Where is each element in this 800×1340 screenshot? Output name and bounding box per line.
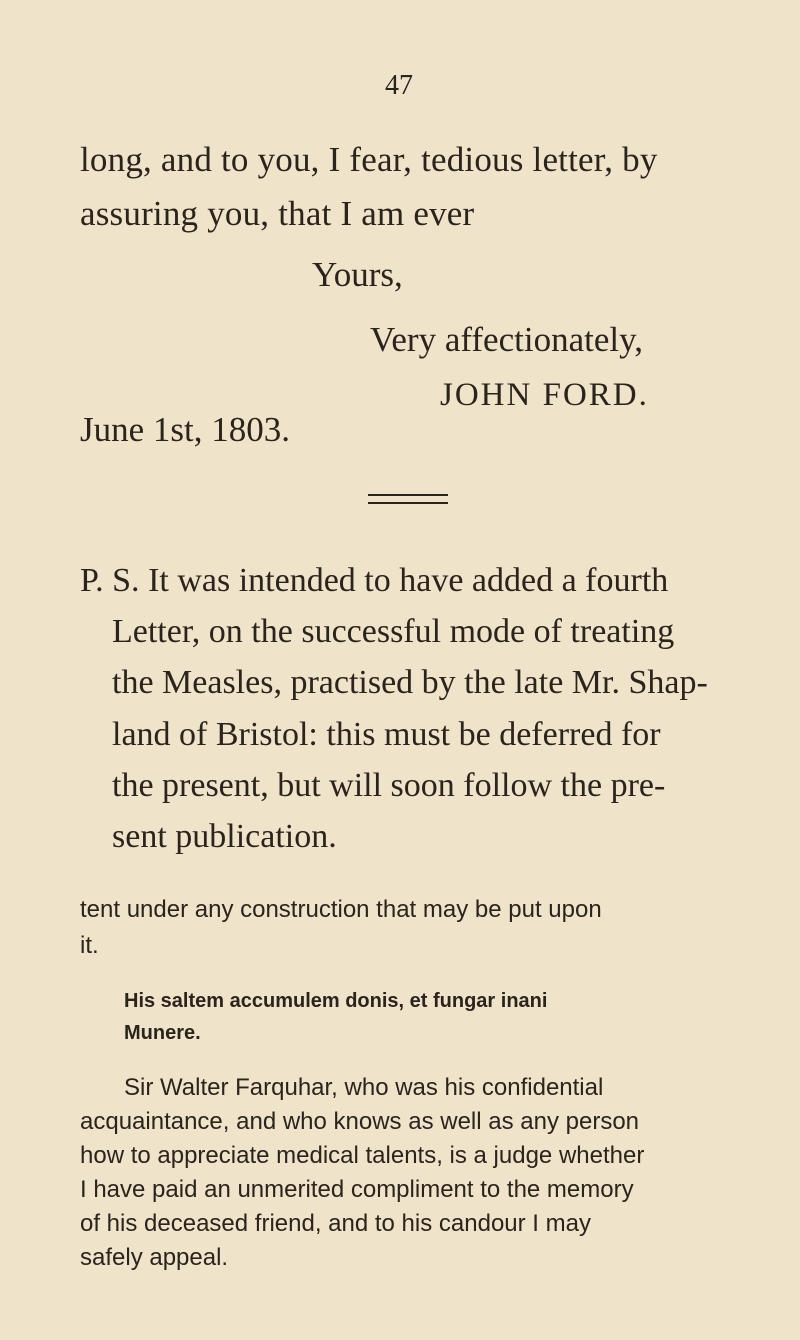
bleed-text-line: safely appeal. bbox=[80, 1244, 229, 1271]
bleed-text-line: it. bbox=[80, 932, 99, 959]
bleed-text-line: acquaintance, and who knows as well as any person bbox=[80, 1108, 640, 1135]
section-divider bbox=[368, 502, 448, 504]
letter-line: long, and to you, I fear, tedious letter, by bbox=[80, 140, 658, 179]
latin-quote-line: His saltem accumulem donis, et fungar inani bbox=[124, 990, 548, 1012]
bleed-text-line: of his deceased friend, and to his candour I may bbox=[80, 1210, 591, 1237]
valediction: Very affectionately, bbox=[370, 320, 644, 359]
latin-quote-line: Munere. bbox=[124, 1022, 201, 1044]
letter-line: assuring you, that I am ever bbox=[80, 194, 475, 233]
page-number: 47 bbox=[385, 70, 413, 101]
bleed-text-line: I have paid an unmerited compliment to the memory bbox=[80, 1176, 634, 1203]
bleed-text-line: how to appreciate medical talents, is a judge whether bbox=[80, 1142, 645, 1169]
letter-date: June 1st, 1803. bbox=[80, 410, 290, 449]
bleed-text-line: Sir Walter Farquhar, who was his confidential bbox=[124, 1074, 604, 1101]
signature: JOHN FORD. bbox=[440, 377, 649, 413]
postscript-line: the present, but will soon follow the pre- bbox=[112, 767, 666, 804]
postscript-line bbox=[80, 562, 668, 600]
postscript-line: Letter, on the successful mode of treating bbox=[112, 613, 675, 650]
postscript-line: sent publication. bbox=[112, 818, 337, 855]
postscript-text: It was intended to have added a fourth bbox=[148, 562, 669, 599]
section-divider bbox=[368, 494, 448, 496]
salutation: Yours, bbox=[312, 255, 403, 294]
postscript-line: land of Bristol: this must be deferred for bbox=[112, 716, 661, 753]
bleed-text-line: tent under any construction that may be put upon bbox=[80, 896, 602, 923]
postscript-label: P. S. bbox=[80, 562, 140, 599]
postscript-line: the Measles, practised by the late Mr. Shap- bbox=[112, 664, 708, 701]
